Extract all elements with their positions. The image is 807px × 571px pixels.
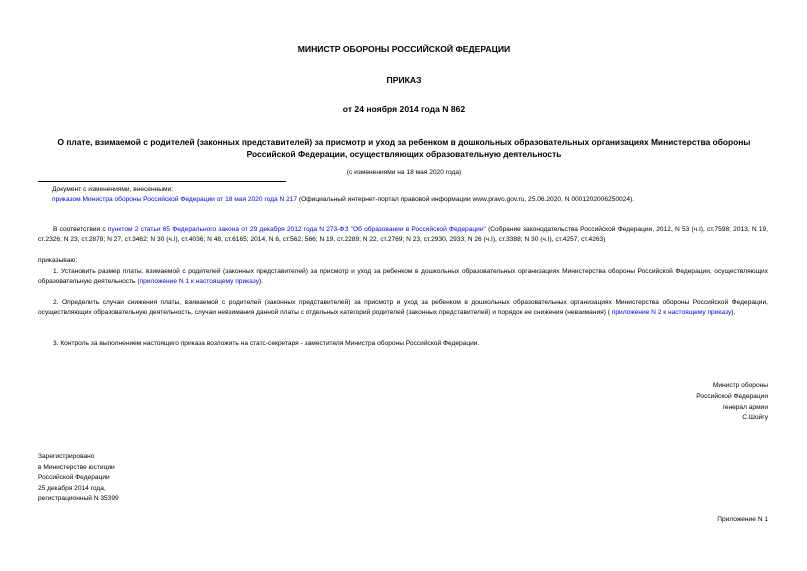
- signature-line-1: Министр обороны: [712, 382, 768, 389]
- item-2-text: 2. Определить случаи снижения платы, взимаемой с родителей (законных представителей) за присмотр и уход за ребенком в дошкольных образовательных организациях Министерства обороны Российской Федерации, осуществляющих образовательную деятельность, случаи невзимания данной платы с отдельных категорий родителей (законных представителей) и порядок ее снижения (невзимания) (: [38, 299, 768, 317]
- preamble-text-start: В соответствии с: [53, 226, 108, 233]
- registration-line-1: Зарегистрировано: [38, 453, 95, 460]
- registration-block: [38, 452, 119, 505]
- item-1: [38, 267, 768, 288]
- item-3: 3. Контроль за выполнением настоящего приказа возложить на статс-секретаря - заместителя Министра обороны Российской Федерации.: [53, 340, 480, 347]
- appendix-label: Приложение N 1: [717, 516, 768, 523]
- changes-intro: Документ с изменениями, внесенными:: [52, 186, 174, 193]
- changes-line: [38, 195, 768, 205]
- amendment-link[interactable]: приказом Министра обороны Российской Федерации от 18 мая 2020 года N 217: [52, 196, 298, 204]
- item-1-end: ).: [259, 278, 264, 286]
- signature-line-2: Российской Федерации: [696, 392, 768, 400]
- preamble-paragraph: [38, 225, 768, 246]
- preamble-text-end: (Собрание законодательства Российской Федерации, 2012, N 53 (ч.I), ст.7598; 2013, N 19, ст.2326; N 23, ст.2878; N 27, ст.3462; N 30 (ч.I), ст.4036; N 48, ст.6165; 2014, N 6, ст.562, 566; N 19, ст.2289; N 22, ст.2769; N 23, ст.2930, 2933; N 26 (ч.I), ст.3388; N 30 (ч.I), ст.4257, ст.4263): [38, 226, 768, 244]
- item-2-end: ).: [731, 309, 736, 317]
- doc-type-heading: ПРИКАЗ: [386, 75, 422, 85]
- signature-line-3: генерал армии: [722, 403, 768, 411]
- appendix-2-link[interactable]: приложение N 2 к настоящему приказу: [611, 309, 732, 317]
- changes-block: [38, 185, 768, 206]
- order-word: приказываю:: [38, 257, 78, 264]
- ministry-heading: МИНИСТР ОБОРОНЫ РОССИЙСКОЙ ФЕДЕРАЦИИ: [297, 44, 511, 54]
- law-link[interactable]: пунктом 2 статьи 65 Федерального закона от 29 декабря 2012 года N 273-ФЗ "Об образовании в Российской Федерации": [107, 226, 486, 233]
- revision-note: (с изменениями на 18 мая 2020 года): [346, 169, 462, 176]
- amendment-source: (Официальный интернет-портал правовой информации www.pravo.gov.ru, 25.06.2020, N 0001202006250024).: [297, 196, 635, 204]
- item-1-text: 1. Установить размер платы, взимаемой с родителей (законных представителей) за присмотр и уход за ребенком в дошкольных образовательных организациях Министерства обороны Российской Федерации, осуществляющих образовательную деятельность (: [38, 268, 768, 286]
- registration-line-2: в Министерстве юстиции: [38, 463, 115, 471]
- signature-line-4: С.Шойгу: [742, 414, 768, 422]
- date-number-heading: от 24 ноября 2014 года N 862: [342, 104, 466, 114]
- registration-line-3: Российской Федерации: [38, 474, 110, 482]
- registration-line-4: 25 декабря 2014 года,: [38, 484, 106, 492]
- registration-line-5: регистрационный N 35399: [38, 495, 119, 503]
- item-2: [38, 298, 768, 319]
- document-title: О плате, взимаемой с родителей (законных представителей) за присмотр и уход за ребенком в дошкольных образовательных организациях Министерства обороны Российской Федерации, осуществляющих образовательную деятельность: [57, 137, 751, 159]
- changes-divider: [38, 181, 286, 182]
- appendix-1-link[interactable]: приложение N 1 к настоящему приказу: [139, 278, 259, 286]
- signature-block: [696, 381, 768, 424]
